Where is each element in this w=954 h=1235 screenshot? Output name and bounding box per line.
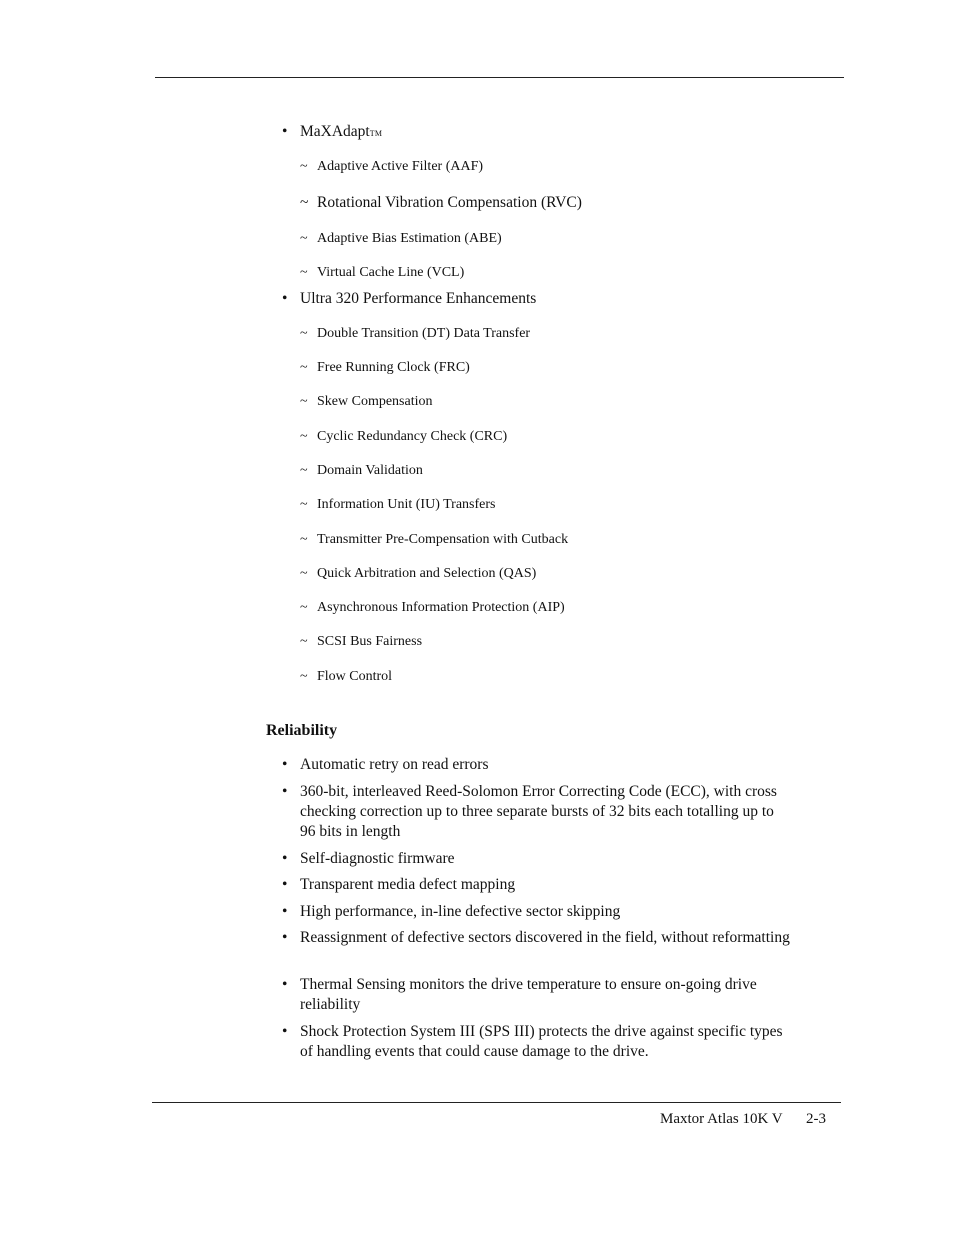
sub-item-vcl: ~ Virtual Cache Line (VCL) — [300, 265, 465, 280]
trademark-mark: TM — [369, 129, 383, 138]
sub-item-domain: ~ Domain Validation — [300, 463, 423, 478]
header-rule — [155, 77, 844, 78]
maxadapt-label: MaXAdapt — [300, 123, 370, 140]
sub-item-precomp: ~ Transmitter Pre-Compensation with Cutback — [300, 532, 569, 547]
bullet-marker: • — [282, 123, 288, 140]
sub-item-skew: ~ Skew Compensation — [300, 394, 433, 409]
sub-item-dt: ~ Double Transition (DT) Data Transfer — [300, 326, 531, 341]
sub-item-abe: ~ Adaptive Bias Estimation (ABE) — [300, 231, 502, 246]
footer-product-name: Maxtor Atlas 10K V — [660, 1111, 783, 1127]
sub-item-crc: ~ Cyclic Redundancy Check (CRC) — [300, 429, 508, 444]
ultra320-label: Ultra 320 Performance Enhancements — [300, 290, 537, 307]
sub-item-fairness: ~ SCSI Bus Fairness — [300, 634, 423, 649]
sub-item-iu: ~ Information Unit (IU) Transfers — [300, 497, 496, 512]
footer-page-number: 2-3 — [806, 1111, 826, 1127]
footer-rule — [152, 1102, 841, 1103]
sub-item-aaf: ~ Adaptive Active Filter (AAF) — [300, 159, 484, 174]
sub-item-frc: ~ Free Running Clock (FRC) — [300, 360, 470, 375]
sub-item-rvc: ~ Rotational Vibration Compensation (RVC) — [300, 194, 582, 211]
sub-item-aip: ~ Asynchronous Information Protection (AIP) — [300, 600, 565, 615]
section-heading-reliability: Reliability — [266, 722, 338, 739]
bullet-marker: • — [282, 290, 288, 307]
sub-item-qas: ~ Quick Arbitration and Selection (QAS) — [300, 566, 537, 581]
sub-item-flow: ~ Flow Control — [300, 669, 393, 684]
